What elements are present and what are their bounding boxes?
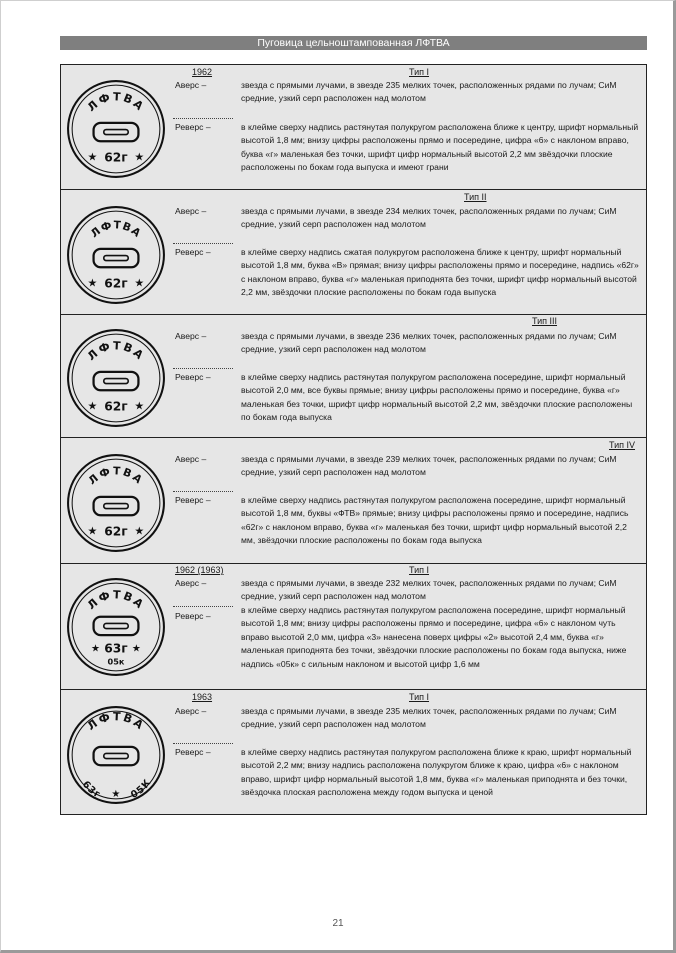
divider — [173, 118, 233, 119]
type-label: Тип II — [464, 192, 487, 202]
table-row — [61, 190, 646, 315]
year-label: 1962 — [192, 67, 213, 77]
year-label: 1963 — [192, 692, 213, 702]
button-stamp-image — [65, 204, 167, 306]
svg-text:★: ★ — [134, 151, 145, 164]
avers-label: Аверс – — [175, 80, 207, 90]
avers-description: звезда с прямыми лучами, в звезде 239 мелких точек, расположенных рядами по лучам; СиМ средние, узкий серп расположен над молотом — [241, 454, 617, 478]
buttons-table — [60, 64, 647, 815]
button-stamp-image — [65, 327, 167, 429]
avers-description: звезда с прямыми лучами, в звезде 236 мелких точек, расположенных рядами по лучам; СиМ средние, узкий серп расположен над молотом — [241, 331, 617, 355]
stamp-drawing — [65, 78, 167, 180]
year-label: 1962 (1963) — [175, 565, 224, 575]
avers-description: звезда с прямыми лучами, в звезде 235 мелких точек, расположенных рядами по лучам; СиМ средние, узкий серп расположен над молотом — [241, 80, 617, 104]
svg-text:ЛФТВА — [85, 90, 147, 114]
divider — [173, 743, 233, 744]
button-stamp-image — [65, 576, 167, 678]
revers-description: в клейме сверху надпись растянутая полукругом расположена ближе к центру, шрифт нормальный высотой 1,8 мм; внизу цифры расположены прямо и посередине, цифра «6» с наклоном вправо, буква «г» маленькая без точки, шрифт цифр нормальный высотой 2,2 мм звёздочки плоские расположены по бокам года выпуска и имеют грани — [241, 122, 639, 173]
avers-label: Аверс – — [175, 454, 207, 464]
divider — [173, 243, 233, 244]
svg-text:★: ★ — [131, 643, 141, 655]
stamp-top-text: ЛФТВА — [84, 710, 148, 733]
stamp-top-text: ЛФТВА — [88, 218, 145, 241]
button-stamp-image — [65, 704, 167, 806]
stamp-top-text: ЛФТВА — [84, 588, 148, 613]
svg-text:★: ★ — [87, 400, 98, 413]
stamp-year-text: 63г — [104, 641, 128, 656]
table-row — [61, 438, 646, 564]
svg-text:★: ★ — [111, 788, 121, 800]
stamp-price-text: 05К — [129, 777, 154, 801]
svg-text:ЛФТВА — [85, 710, 147, 733]
avers-label: Аверс – — [175, 206, 207, 216]
revers-description: в клейме сверху надпись растянутая полукругом расположена посередине, шрифт нормальный высотой 2,0 мм, все буквы прямые; внизу цифры расположены прямо и посередине, буква «г» маленькая без точки, шрифт цифр нормальный высотой 2,2 мм, звёздочки плоские расположены по бокам года выпуска — [241, 372, 633, 423]
type-label: Тип I — [409, 67, 430, 77]
svg-text:★: ★ — [134, 277, 145, 290]
type-label: Тип IV — [609, 440, 636, 450]
revers-label: Реверс – — [175, 372, 211, 382]
avers-label: Аверс – — [175, 578, 207, 588]
svg-text:★: ★ — [87, 525, 98, 538]
type-label: Тип III — [532, 316, 558, 326]
stamp-drawing — [65, 704, 167, 806]
type-label: Тип I — [409, 565, 430, 575]
stamp-drawing — [65, 327, 167, 429]
revers-description: в клейме сверху надпись растянутая полукругом расположена посередине, шрифт нормальный высотой 1,8 мм; внизу цифры расположены прямо и посередине, цифра «6» с наклоном чуть вправо высотой 2,0 мм, цифра «3» нанесена поверх цифры «2» высотой 2,4 мм, буква «г» маленькая приподнята без точки, звёздочки плоские расположены по бокам года выпуска, ниже надпись «05к» с сильным наклоном и высотой цифр 1,6 мм — [241, 605, 627, 669]
divider — [173, 491, 233, 492]
revers-description: в клейме сверху надпись растянутая полукругом расположена посередине, шрифт нормальный высотой 1,8 мм, буквы «ФТВ» прямые; внизу цифры расположены прямо и посередине, надпись «62г» с наклоном вправо, буква «г» маленькая без точки, шрифт цифр нормальный высотой 2,2 мм, звёздочки плоские расположены по бокам года выпуска — [241, 495, 629, 546]
stamp-year-text: 62г — [104, 276, 128, 291]
avers-label: Аверс – — [175, 706, 207, 716]
table-row — [61, 690, 646, 814]
svg-text:63г — [80, 779, 102, 800]
table-row — [61, 65, 646, 190]
svg-text:★: ★ — [87, 277, 98, 290]
button-stamp-image — [65, 452, 167, 554]
stamp-top-text: ЛФТВА — [84, 339, 148, 364]
avers-label: Аверс – — [175, 331, 207, 341]
stamp-top-text: ЛФТВА — [84, 90, 148, 115]
revers-label: Реверс – — [175, 122, 211, 132]
avers-description: звезда с прямыми лучами, в звезде 235 мелких точек, расположенных рядами по лучам; СиМ средние, узкий серп расположен над молотом — [241, 706, 617, 730]
stamp-drawing — [65, 576, 167, 678]
svg-text:ЛФТВА — [85, 339, 147, 363]
svg-text:ЛФТВА — [86, 464, 146, 487]
stamp-top-text: ЛФТВА — [85, 464, 147, 488]
stamp-drawing — [65, 204, 167, 306]
svg-text:ЛФТВА — [85, 588, 147, 612]
stamp-year-text: 62г — [104, 399, 128, 414]
revers-description: в клейме сверху надпись сжатая полукругом расположена ближе к центру, шрифт нормальный высотой 1,8 мм, буква «В» прямая; внизу цифры расположены прямо и посередине, надпись «62г» с наклоном вправо, буква «г» маленькая приподнята без точки, шрифт цифр нормальный высотой 2,2 мм, звёздочки плоские расположены по бокам года выпуска — [241, 247, 639, 298]
table-row — [61, 315, 646, 438]
page-number: 21 — [332, 918, 344, 929]
table-row — [61, 564, 646, 690]
revers-description: в клейме сверху надпись растянутая полукругом расположена ближе к краю, шрифт нормальный высотой 2,2 мм; внизу надпись расположена полукругом ближе к краю, цифра «6» с наклоном вправо, шрифт цифр нормальный высотой 1,8 мм, буква «г» маленькая приподнята и без точки, звёздочка плоская расположена между годом выпуска и ценой — [241, 747, 632, 798]
revers-label: Реверс – — [175, 747, 211, 757]
divider — [173, 606, 233, 607]
type-label: Тип I — [409, 692, 430, 702]
revers-label: Реверс – — [175, 611, 211, 621]
avers-description: звезда с прямыми лучами, в звезде 232 мелких точек, расположенных рядами по лучам; СиМ средние, узкий серп расположен над молотом — [241, 578, 617, 602]
stamp-year-text: 62г — [104, 524, 128, 539]
revers-label: Реверс – — [175, 247, 211, 257]
svg-text:★: ★ — [91, 643, 101, 655]
stamp-drawing — [65, 452, 167, 554]
stamp-year-text: 62г — [104, 150, 128, 165]
stamp-year-text: 63г — [79, 779, 102, 801]
svg-text:★: ★ — [134, 525, 145, 538]
stamp-price-text: 05к — [107, 656, 125, 667]
svg-text:★: ★ — [87, 151, 98, 164]
revers-label: Реверс – — [175, 495, 211, 505]
svg-text:ЛФТВА — [88, 218, 144, 240]
page-title: Пуговица цельноштампованная ЛФТВА — [60, 36, 647, 50]
button-stamp-image — [65, 78, 167, 180]
divider — [173, 368, 233, 369]
svg-text:★: ★ — [134, 400, 145, 413]
avers-description: звезда с прямыми лучами, в звезде 234 мелких точек, расположенных рядами по лучам; СиМ средние, узкий серп расположен над молотом — [241, 206, 617, 230]
